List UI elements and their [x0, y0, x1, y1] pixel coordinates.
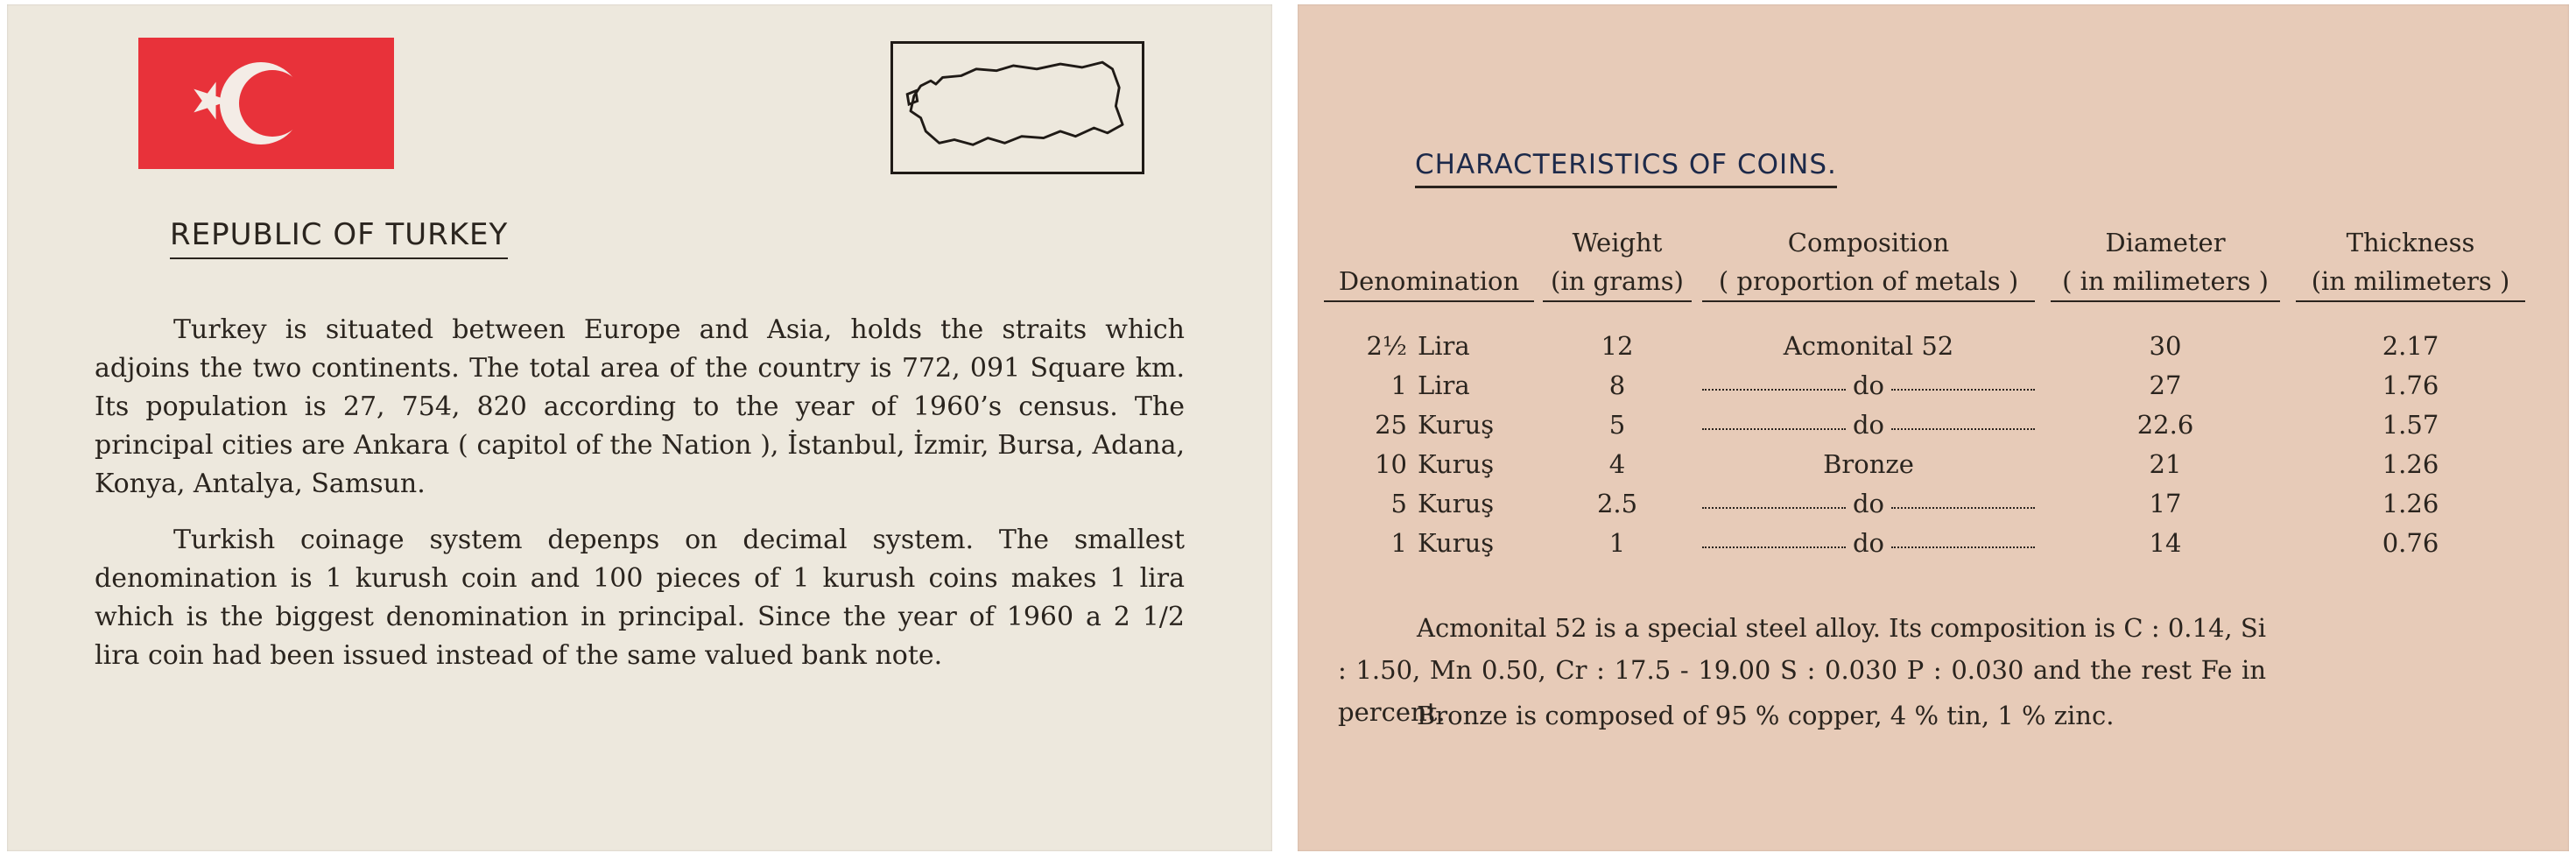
turkey-outline-map-icon	[890, 41, 1144, 174]
table-row	[1324, 484, 2545, 524]
composition-cell	[1702, 366, 2035, 405]
note-text: Bronze is composed of 95 % copper, 4 % tin, 1 % zinc.	[1417, 701, 2115, 730]
table-body	[1324, 327, 2545, 563]
weight-cell: 5	[1608, 410, 1626, 440]
denomination-cell	[1324, 524, 1534, 563]
denomination-value: 5	[1390, 489, 1407, 518]
composition-cell	[1702, 524, 2035, 563]
country-description-paragraph	[95, 311, 1185, 504]
denomination-unit: Kuruş	[1418, 449, 1495, 479]
ditto-mark: do	[1852, 410, 1885, 440]
denomination-value: 2½	[1366, 331, 1407, 361]
page-title: REPUBLIC OF TURKEY	[170, 217, 508, 259]
denomination-cell	[1324, 327, 1534, 366]
ditto-mark: do	[1852, 528, 1885, 558]
denomination-cell	[1324, 405, 1534, 445]
column-header-composition: Composition ( proportion of metals )	[1702, 223, 2035, 302]
column-header-diameter: Diameter ( in milimeters )	[2051, 223, 2280, 302]
denomination-cell	[1324, 366, 1534, 405]
diameter-cell: 22.6	[2136, 410, 2194, 440]
ditto-mark: do	[1852, 489, 1885, 518]
diameter-cell: 27	[2149, 370, 2182, 400]
table-row	[1324, 524, 2545, 563]
table-header	[1324, 223, 2545, 307]
diameter-cell: 14	[2149, 528, 2182, 558]
denomination-value: 10	[1375, 449, 1407, 479]
diameter-cell: 17	[2149, 489, 2182, 518]
denomination-unit: Lira	[1418, 370, 1470, 400]
paragraph-text: Turkey is situated between Europe and Asia, holds the straits which adjoins the two continents. The total area of the country is 772, 091 Square km. Its population is 27, 754, 820 according to the year of 1960’s census. The principal cities are Ankara ( capitol of the Nation ), İstanbul, İzmir, Bursa, Adana, Konya, Antalya, Samsun.	[95, 314, 1185, 499]
note-text: Acmonital 52 is a special steel alloy. Its composition is C : 0.14, Si : 1.50, Mn 0.50, Cr : 17.5 - 19.00 S : 0.030 P : 0.030 and the rest Fe in percent.	[1338, 613, 2266, 727]
weight-cell: 1	[1608, 528, 1626, 558]
table-title: CHARACTERISTICS OF COINS.	[1415, 149, 1837, 188]
paragraph-text: Turkish coinage system depenps on decimal system. The smallest denomination is 1 kurush coin and 100 pieces of 1 kurush coins makes 1 lira which is the biggest denomination in principal. Since the year of 1960 a 2 1/2 lira coin had been issued instead of the same valued bank note.	[95, 525, 1185, 671]
table-row	[1324, 445, 2545, 484]
turkish-flag-icon	[138, 38, 394, 169]
coinage-description-paragraph	[95, 521, 1185, 675]
composition-cell	[1702, 405, 2035, 445]
denomination-unit: Kuruş	[1418, 489, 1495, 518]
info-card-left	[7, 4, 1272, 851]
diameter-cell: 21	[2149, 449, 2182, 479]
weight-cell: 2.5	[1596, 489, 1638, 518]
denomination-value: 1	[1390, 528, 1407, 558]
thickness-cell: 0.76	[2382, 528, 2439, 558]
denomination-value: 25	[1375, 410, 1407, 440]
denomination-unit: Kuruş	[1418, 528, 1495, 558]
column-header-thickness: Thickness (in milimeters )	[2296, 223, 2525, 302]
composition-cell: Acmonital 52	[1783, 331, 1954, 361]
coin-characteristics-table	[1324, 223, 2545, 558]
info-card-right	[1298, 4, 2569, 851]
diameter-cell: 30	[2149, 331, 2182, 361]
composition-cell: Bronze	[1823, 449, 1914, 479]
thickness-cell: 1.57	[2382, 410, 2439, 440]
ditto-mark: do	[1852, 370, 1885, 400]
weight-cell: 12	[1601, 331, 1634, 361]
column-header-denomination: Denomination	[1324, 223, 1534, 302]
table-row	[1324, 366, 2545, 405]
denomination-unit: Kuruş	[1418, 410, 1495, 440]
column-header-weight: Weight (in grams)	[1543, 223, 1692, 302]
denomination-cell	[1324, 445, 1534, 484]
weight-cell: 4	[1608, 449, 1626, 479]
thickness-cell: 1.76	[2382, 370, 2439, 400]
table-row	[1324, 405, 2545, 445]
denomination-value: 1	[1390, 370, 1407, 400]
denomination-cell	[1324, 484, 1534, 524]
thickness-cell: 2.17	[2382, 331, 2439, 361]
table-row	[1324, 327, 2545, 366]
denomination-unit: Lira	[1418, 331, 1470, 361]
composition-cell	[1702, 484, 2035, 524]
thickness-cell: 1.26	[2382, 449, 2439, 479]
weight-cell: 8	[1608, 370, 1626, 400]
thickness-cell: 1.26	[2382, 489, 2439, 518]
bronze-note	[1338, 694, 2266, 737]
